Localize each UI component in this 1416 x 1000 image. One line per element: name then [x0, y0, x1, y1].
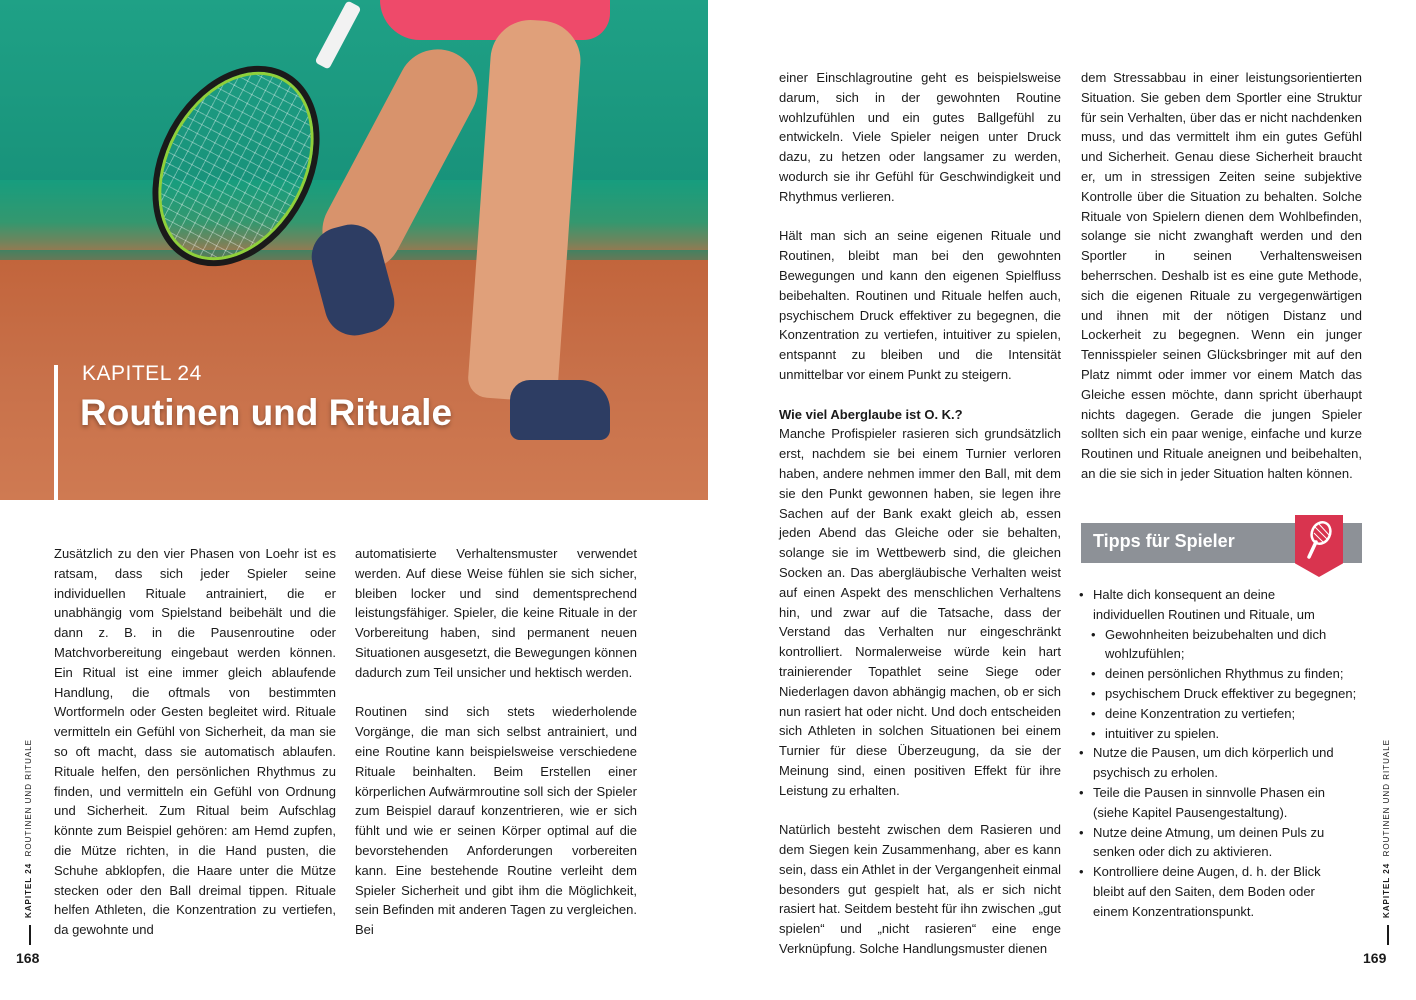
- paragraph: Natürlich besteht zwischen dem Rasieren und dem Siegen kein Zusammenhang, aber es kann sein, dass ein Athlet in der Vergangenheit einmal besonders gut gespielt hat, als er sich nicht rasiert hat. Seitdem besteht für ihn zwischen „gut spielen“ und „nicht rasieren“ eine enge Verknüpfung. Solche Handlungsmuster dienen: [779, 822, 1061, 957]
- tip-line: einem Konzentrationspunkt.: [1093, 903, 1255, 919]
- right-column-2: [1081, 68, 1362, 504]
- running-head-chapter: KAPITEL 24: [1382, 862, 1391, 918]
- tip-line: • Halte dich konsequent an deine: [1093, 587, 1276, 602]
- paragraph: automatisierte Verhaltensmuster verwendet werden. Auf diese Weise fühlen sie sich sicher, bleiben locker und sind dementsprechend leistungsfähiger. Spieler, die keine Rituale in der Vorbereitung haben, sind permanent neuen Situationen ausgesetzt, die Bewegungen können dadurch zum Teil unsicher und hektisch werden.: [355, 546, 637, 680]
- tip-item: [1079, 823, 1365, 863]
- paragraph: dem Stressabbau in einer leistungsorientierten Situation. Sie geben dem Sportler eine Struktur für sein Verhalten, über das er nicht nachdenken muss, und das vermittelt ihm ein gutes Gefühl und Sicherheit. Genau diese Sicherheit braucht er, um in stressigen Zeiten seine subjektive Kontrolle über die Situation zu behalten. Solche Rituale von Spielern dienen dem Wohlbefinden, solange sie nicht zwanghaft werden und den Sportler in seinen Verhaltensweisen beherrschen. Deshalb ist es eine gute Methode, sich die eigenen Rituale zu vergegenwärtigen und ihnen mit der nötigen Distanz und Lockerheit zu begegnen. Wenn ein junger Tennisspieler seinen Glücksbringer mit auf den Platz nimmt oder immer vor einem Match das Gleiche essen möchte, dann spricht überhaupt nichts dagegen. Gerade die jungen Spieler sollten sich ein paar wenige, einfache und kurze Routinen und Rituale aneignen und beibehalten, an die sie sich in jeder Situation halten können.: [1081, 70, 1362, 481]
- page-number-right: 169: [1363, 950, 1387, 966]
- tip-item: [1079, 862, 1365, 921]
- tip-line: bleibt auf den Saiten, dem Boden oder: [1093, 883, 1315, 899]
- chapter-title: Routinen und Rituale: [80, 392, 453, 433]
- tip-subitem: • deinen persönlichen Rhythmus zu finden;: [1079, 664, 1365, 684]
- hero-image: [0, 0, 708, 500]
- tip-line: • Teile die Pausen in sinnvolle Phasen ein: [1093, 784, 1325, 800]
- tip-item: [1079, 743, 1365, 783]
- tip-line: senken oder dich zu aktivieren.: [1093, 844, 1273, 860]
- left-column-2: [355, 544, 637, 960]
- tip-subitem: [1079, 625, 1365, 665]
- player-skirt: [380, 0, 610, 40]
- running-head-bar: [1387, 925, 1389, 945]
- paragraph: Routinen sind sich stets wiederholende Vorgänge, die man sich selbst antrainiert, und eine Routine kann beispielsweise verschiedene Rituale beinhalten. Beim Erstellen einer körperlichen Aufwärmroutine soll sich der Spieler zum Beispiel darauf konzentrieren, wie er sich fühlt und wie er seinen Körper optimal auf die bevorstehenden Anforderungen vorbereiten kann. Eine bestehende Routine verleiht dem Spieler Sicherheit und gibt ihm die Möglichkeit, sein Befinden mit anderen Tagen zu vergleichen. Bei: [355, 704, 637, 938]
- tip-subitem: • intuitiver zu spielen.: [1079, 724, 1365, 744]
- left-column-1: [54, 544, 336, 960]
- tennis-racket-icon: [1305, 521, 1333, 561]
- racket-handle: [315, 0, 362, 69]
- tip-line: individuellen Routinen und Rituale, um: [1093, 606, 1315, 622]
- paragraph: Hält man sich an seine eigenen Rituale und Routinen, bleibt man bei den gewohnten Bewegungen und kann den eigenen Spielfluss beibehalten. Routinen und Rituale helfen auch, psychischem Druck effektiver zu begegnen, die Konzentration zu vertiefen, intuitiver zu spielen, entspannt zu bleiben und die Intensität unmittelbar vor einem Punkt zu steigern.: [779, 228, 1061, 382]
- tip-line: • Kontrolliere deine Augen, d. h. der Blick: [1093, 864, 1321, 880]
- title-accent-line: [54, 365, 58, 500]
- tip-item: [1079, 585, 1365, 625]
- paragraph: Zusätzlich zu den vier Phasen von Loehr ist es ratsam, dass sich jeder Spieler seine individuellen Rituale antrainiert, die er unabhängig vom Spielstand beibehält und die dann z. B. in die Pausenroutine oder Matchvorbereitung eingebaut werden können. Ein Ritual ist eine immer gleich ablaufende Handlung, die oftmals von bestimmten Wortformeln oder Gesten begleitet wird. Rituale vermitteln ein Gefühl von Sicherheit, da man sie so oft macht, dass sie automatisch ablaufen. Rituale helfen, den persönlichen Rhythmus zu finden, und vermitteln ein Gefühl von Ordnung und Sicherheit. Zum Ritual beim Aufschlag könnte zum Beispiel gehören: am Hemd zupfen, die Mütze richten, in die Hand pusten, die Schuhe abklopfen, die Haare unter die Mütze stecken oder den Ball dreimal tippen. Rituale helfen Athleten, die Konzentration zu vertiefen, da gewohnte und: [54, 546, 336, 938]
- tips-title: Tipps für Spieler: [1093, 531, 1235, 551]
- tips-badge: [1295, 515, 1343, 577]
- running-head-right: [1382, 739, 1391, 918]
- running-head-chapter: KAPITEL 24: [24, 862, 33, 918]
- tips-list: [1079, 585, 1365, 922]
- running-head-left: [24, 739, 33, 918]
- tip-line: (siehe Kapitel Pausengestaltung).: [1093, 804, 1288, 820]
- tip-line: • Gewohnheiten beizubehalten und dich: [1105, 626, 1327, 642]
- tip-line: • Nutze deine Atmung, um deinen Puls zu: [1093, 824, 1325, 840]
- chapter-label: KAPITEL 24: [82, 362, 202, 385]
- tip-subitem: • psychischem Druck effektiver zu begegnen;: [1079, 684, 1365, 704]
- section-heading: Wie viel Aberglaube ist O. K.?: [779, 406, 963, 422]
- tip-line: psychisch zu erholen.: [1093, 765, 1219, 781]
- player-shoe-front: [510, 380, 610, 440]
- right-column-1: [779, 68, 1061, 979]
- paragraph: Manche Profispieler rasieren sich grundsätzlich erst, nachdem sie bei einem Turnier verloren haben, andere nehmen immer den Ball, mit dem sie den Punkt gewonnen haben, sie legen ihre Sachen auf der Bank exakt gleich ab, essen jeden Abend das Gleiche oder sie behalten, solange sie im Wettbewerb sind, die gleichen Socken an. Das abergläubische Verhalten weist auf einen Aspekt des menschlichen Verhaltens hin, und zwar auf die Tatsache, dass der Verstand das Verhalten nur eingeschränkt kontrolliert. Normalerweise würde kein hart trainierender Topathlet seine Siege oder Niederlagen davon abhängig machen, ob er sich nun rasiert hat oder nicht. Und doch entscheiden sich Athleten in solchen Situationen bei einem Turnier für diese Überzeugung, da sie der Meinung sind, einen positiven Effekt für ihre Leistung zu erhalten.: [779, 426, 1061, 798]
- tip-line: • Nutze die Pausen, um dich körperlich und: [1093, 745, 1334, 761]
- page-number-left: 168: [16, 950, 40, 966]
- right-page: [708, 0, 1416, 1000]
- running-head-bar: [29, 925, 31, 945]
- tip-subitem: • deine Konzentration zu vertiefen;: [1079, 704, 1365, 724]
- paragraph: einer Einschlagroutine geht es beispielsweise darum, sich in der gewohnten Routine wohlzufühlen und ein gutes Ballgefühl zu entwickeln. Viele Spieler neigen unter Druck dazu, zu hetzen oder langsamer zu werden, wodurch sie ihr Gefühl für Geschwindigkeit und Rhythmus verlieren.: [779, 70, 1061, 204]
- running-head-title: ROUTINEN UND RITUALE: [24, 739, 33, 857]
- tip-item: [1079, 783, 1365, 823]
- tip-line: wohlzufühlen;: [1105, 646, 1185, 662]
- running-head-title: ROUTINEN UND RITUALE: [1382, 739, 1391, 857]
